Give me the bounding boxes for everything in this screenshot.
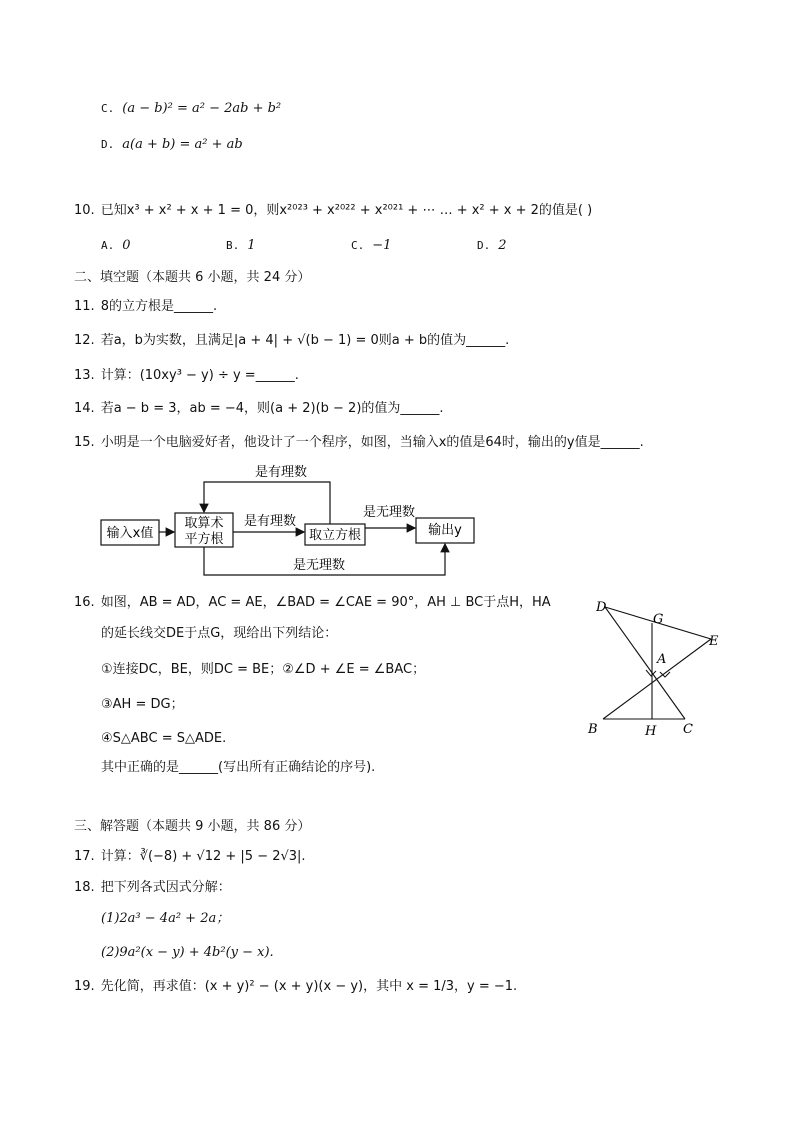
option-label: B. [226,239,240,252]
question-14 [74,400,444,418]
option-d [477,237,507,255]
question-line-6: 其中正确的是______(写出所有正确结论的序号). [101,760,376,775]
option-c [101,100,281,118]
question-text: 计算：∛(−8) + √12 + |5 − 2√3|. [100,849,306,864]
input-box-label: 输入x值 [106,526,154,541]
segment-DC [605,607,685,719]
question-16 [74,594,551,612]
option-text: 1 [247,238,256,253]
point-label-G: G [653,612,664,627]
question-18-part-1: (1)2a³ − 4a² + 2a； [101,911,230,926]
sqrt-box-label-2: 平方根 [184,532,224,547]
point-label-E: E [709,634,719,649]
geometry-figure [585,595,745,745]
question-15 [74,434,644,452]
question-text: 小明是一个电脑爱好者，他设计了一个程序，如图，当输入x的值是64时，输出的y值是______. [100,435,644,450]
option-text: −1 [372,238,392,253]
point-label-B: B [588,722,598,737]
question-number: 12. [74,333,95,348]
question-text: 计算：(10xy³ − y) ÷ y =______. [100,368,299,383]
point-label-H: H [645,724,657,739]
option-label: C. [101,102,115,115]
question-number: 17. [74,849,95,864]
question-18-part-2: (2)9a²(x − y) + 4b²(y − x). [101,945,274,960]
segment-BE [603,639,711,719]
question-text: 若a − b = 3，ab = −4，则(a + 2)(b − 2)的值为______. [100,401,444,416]
question-19 [74,978,517,996]
option-label: D. [101,138,115,151]
label-irrational-top: 是无理数 [362,505,416,520]
section-heading: 三、解答题（本题共 9 小题，共 86 分） [74,819,311,834]
question-number: 16. [74,595,95,610]
option-label: A. [101,239,115,252]
question-stem: 已知x³ + x² + x + 1 = 0，则x²⁰²³ + x²⁰²² + x²⁰²¹ + ⋯ … + x² + x + 2的值是( ) [100,203,593,218]
question-number: 19. [74,979,95,994]
option-text: 2 [498,238,507,253]
section-heading: 二、填空题（本题共 6 小题，共 24 分） [74,270,311,285]
option-label: D. [477,239,491,252]
question-line-3: ①连接DC，BE，则DC = BE；②∠D + ∠E = ∠BAC； [101,662,426,677]
flowchart [0,458,794,578]
question-text: 8的立方根是______. [100,299,218,314]
question-number: 14. [74,401,95,416]
question-11 [74,298,217,316]
option-text: (a − b)² = a² − 2ab + b² [122,101,282,116]
label-irrational-bottom: 是无理数 [292,558,346,573]
sqrt-box-label-1: 取算术 [184,516,224,531]
point-label-A: A [657,652,667,667]
question-number: 10. [74,203,95,218]
question-number: 11. [74,299,95,314]
point-label-D: D [596,600,607,615]
question-text: 先化简，再求值：(x + y)² − (x + y)(x − y)，其中 x = 1/3，y = −1. [100,979,518,994]
point-label-C: C [683,722,693,737]
question-18 [74,879,231,897]
question-10 [74,202,592,220]
cbrt-box-label: 取立方根 [308,528,362,543]
question-line-2: 的延长线交DE于点G，现给出下列结论： [101,626,338,641]
question-number: 18. [74,880,95,895]
question-13 [74,367,299,385]
option-a [101,237,131,255]
option-d [101,136,243,154]
question-text: 把下列各式因式分解： [100,880,231,895]
question-number: 15. [74,435,95,450]
question-line-1: 如图，AB = AD，AC = AE，∠BAD = ∠CAE = 90°，AH ⊥ BC于点H，HA [100,595,551,610]
question-line-5: ④S△ABC = S△ADE. [101,731,227,746]
output-box-label: 输出y [428,523,462,538]
option-label: C. [351,239,365,252]
question-text: 若a，b为实数，且满足|a + 4| + √(b − 1) = 0则a + b的值为______. [100,333,510,348]
option-c [351,237,391,255]
option-text: 0 [122,238,131,253]
option-text: a(a + b) = a² + ab [122,137,243,152]
question-12 [74,332,509,350]
question-17 [74,848,306,866]
option-b [226,237,256,255]
label-rational-top: 是有理数 [254,465,308,480]
label-rational-mid: 是有理数 [243,514,297,529]
question-number: 13. [74,368,95,383]
question-line-4: ③AH = DG； [101,697,184,712]
